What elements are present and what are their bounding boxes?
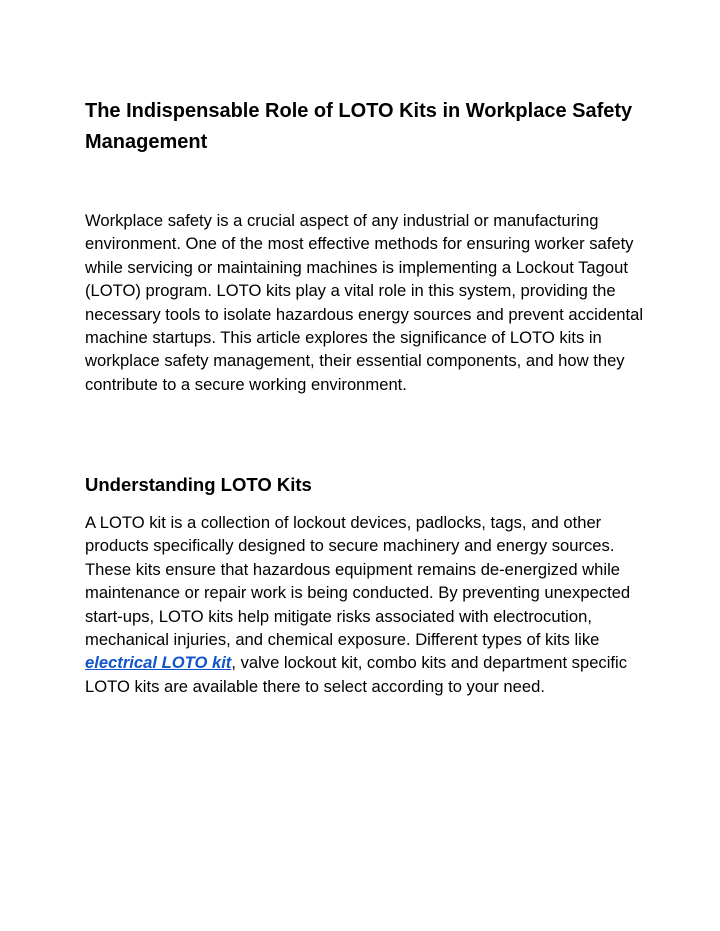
paragraph-text-after-link: , valve lockout kit, combo kits and department specific LOTO kits are available there to select according to your need. (85, 653, 628, 696)
section-heading: Understanding LOTO Kits (85, 474, 312, 495)
paragraph-text-before-link: A LOTO kit is a collection of lockout devices, padlocks, tags, and other products specifically designed to secure machinery and energy sources. These kits ensure that hazardous equipment remains de-energized while maintenance or repair work is being conducted. By preventing unexpected start-ups, LOTO kits help mitigate risks associated with electrocution, mechanical injuries, and chemical exposure. Different types of kits like (85, 513, 631, 650)
intro-paragraph: Workplace safety is a crucial aspect of any industrial or manufacturing environment. One of the most effective methods for ensuring worker safety while servicing or maintaining machines is implementing a Lockout Tagout (LOTO) program. LOTO kits play a vital role in this system, providing the necessary tools to isolate hazardous energy sources and prevent accidental machine startups. This article explores the significance of LOTO kits in workplace safety management, their essential components, and how they contribute to a secure working environment. (85, 211, 644, 394)
electrical-loto-kit-link[interactable]: electrical LOTO kit (85, 653, 232, 673)
document-title: The Indispensable Role of LOTO Kits in Workplace Safety Management (85, 100, 633, 153)
section-paragraph (85, 511, 645, 698)
